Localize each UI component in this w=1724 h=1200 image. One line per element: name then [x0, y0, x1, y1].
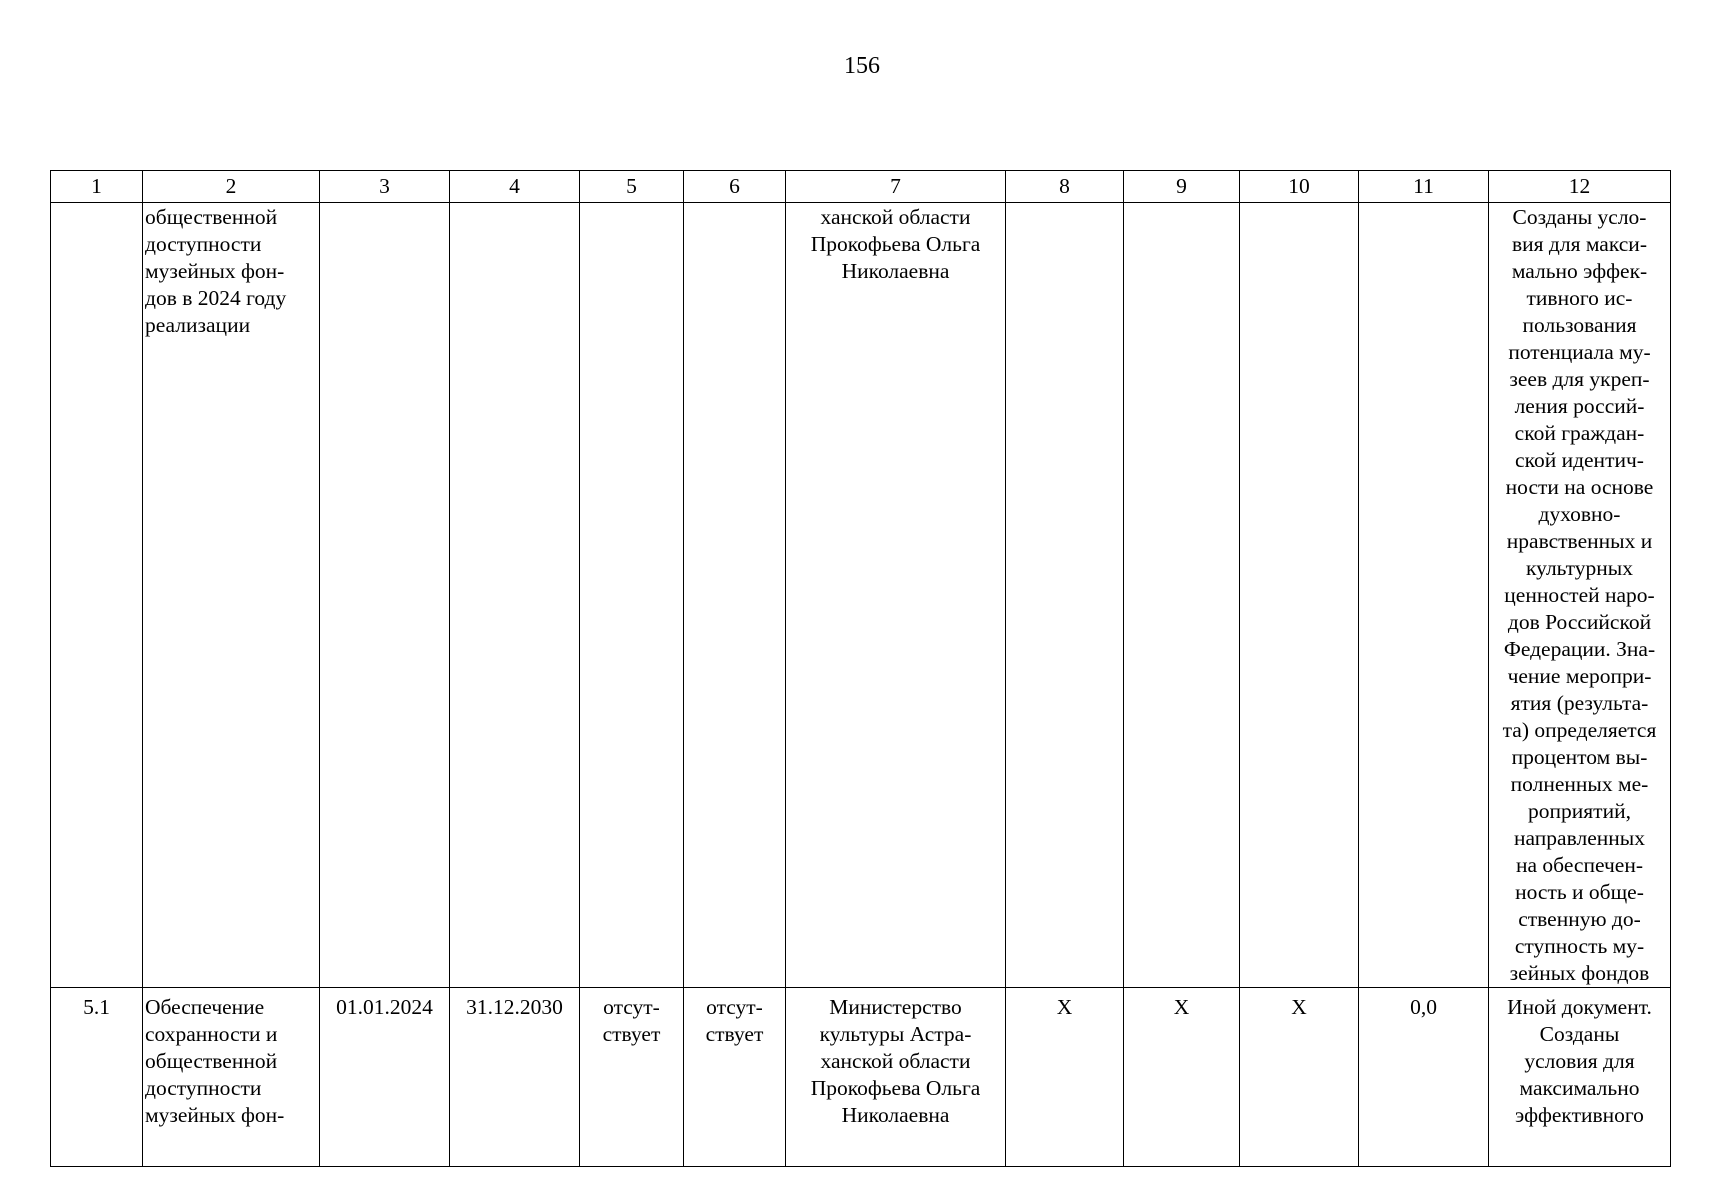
cell-end-date: [450, 203, 580, 988]
cell-col11: 0,0: [1359, 988, 1489, 1167]
cell-responsible: Министерство культуры Астра- ханской области Прокофьева Ольга Николаевна: [786, 988, 1006, 1167]
column-header: 2: [143, 171, 320, 203]
cell-col8: [1006, 203, 1124, 988]
cell-col6: отсут- ствует: [684, 988, 786, 1167]
cell-number: [51, 203, 143, 988]
cell-col11: [1359, 203, 1489, 988]
cell-number: 5.1: [51, 988, 143, 1167]
table-row: [51, 988, 1671, 1167]
column-header: 11: [1359, 171, 1489, 203]
cell-end-date: 31.12.2030: [450, 988, 580, 1167]
cell-col10: Х: [1240, 988, 1359, 1167]
column-header: 3: [320, 171, 450, 203]
cell-name: Обеспечение сохранности и общественной доступности музейных фон-: [143, 988, 320, 1167]
column-header: 5: [580, 171, 684, 203]
cell-result: Иной документ. Созданы условия для максимально эффективного: [1489, 988, 1671, 1167]
column-header: 1: [51, 171, 143, 203]
cell-col5: [580, 203, 684, 988]
column-header: 6: [684, 171, 786, 203]
cell-name: общественной доступности музейных фон- дов в 2024 году реализации: [143, 203, 320, 988]
cell-col10: [1240, 203, 1359, 988]
column-header: 4: [450, 171, 580, 203]
cell-col9: Х: [1124, 988, 1240, 1167]
cell-result: Созданы усло- вия для макси- мально эффек- тивного ис- пользования потенциала му- зеев для укреп- ления россий- ской граждан- ской идентич- ности на основе духовно- нравственных и культурных ценностей наро- дов Российской Федерации. Зна- чение меропри- ятия (результа- та) определяется процентом вы- полненных ме- роприятий, направленных на обеспечен- ность и обще- ственную до- ступность му- зейных фондов: [1489, 203, 1671, 988]
column-header: 10: [1240, 171, 1359, 203]
page-number: 156: [844, 53, 880, 79]
cell-start-date: 01.01.2024: [320, 988, 450, 1167]
cell-responsible: ханской области Прокофьева Ольга Николаевна: [786, 203, 1006, 988]
column-header: 12: [1489, 171, 1671, 203]
document-table: [50, 170, 1671, 1167]
column-header: 7: [786, 171, 1006, 203]
cell-col8: Х: [1006, 988, 1124, 1167]
table-row: [51, 203, 1671, 988]
cell-start-date: [320, 203, 450, 988]
column-header: 8: [1006, 171, 1124, 203]
table-header-row: [51, 171, 1671, 203]
cell-col5: отсут- ствует: [580, 988, 684, 1167]
cell-col9: [1124, 203, 1240, 988]
column-header: 9: [1124, 171, 1240, 203]
cell-col6: [684, 203, 786, 988]
